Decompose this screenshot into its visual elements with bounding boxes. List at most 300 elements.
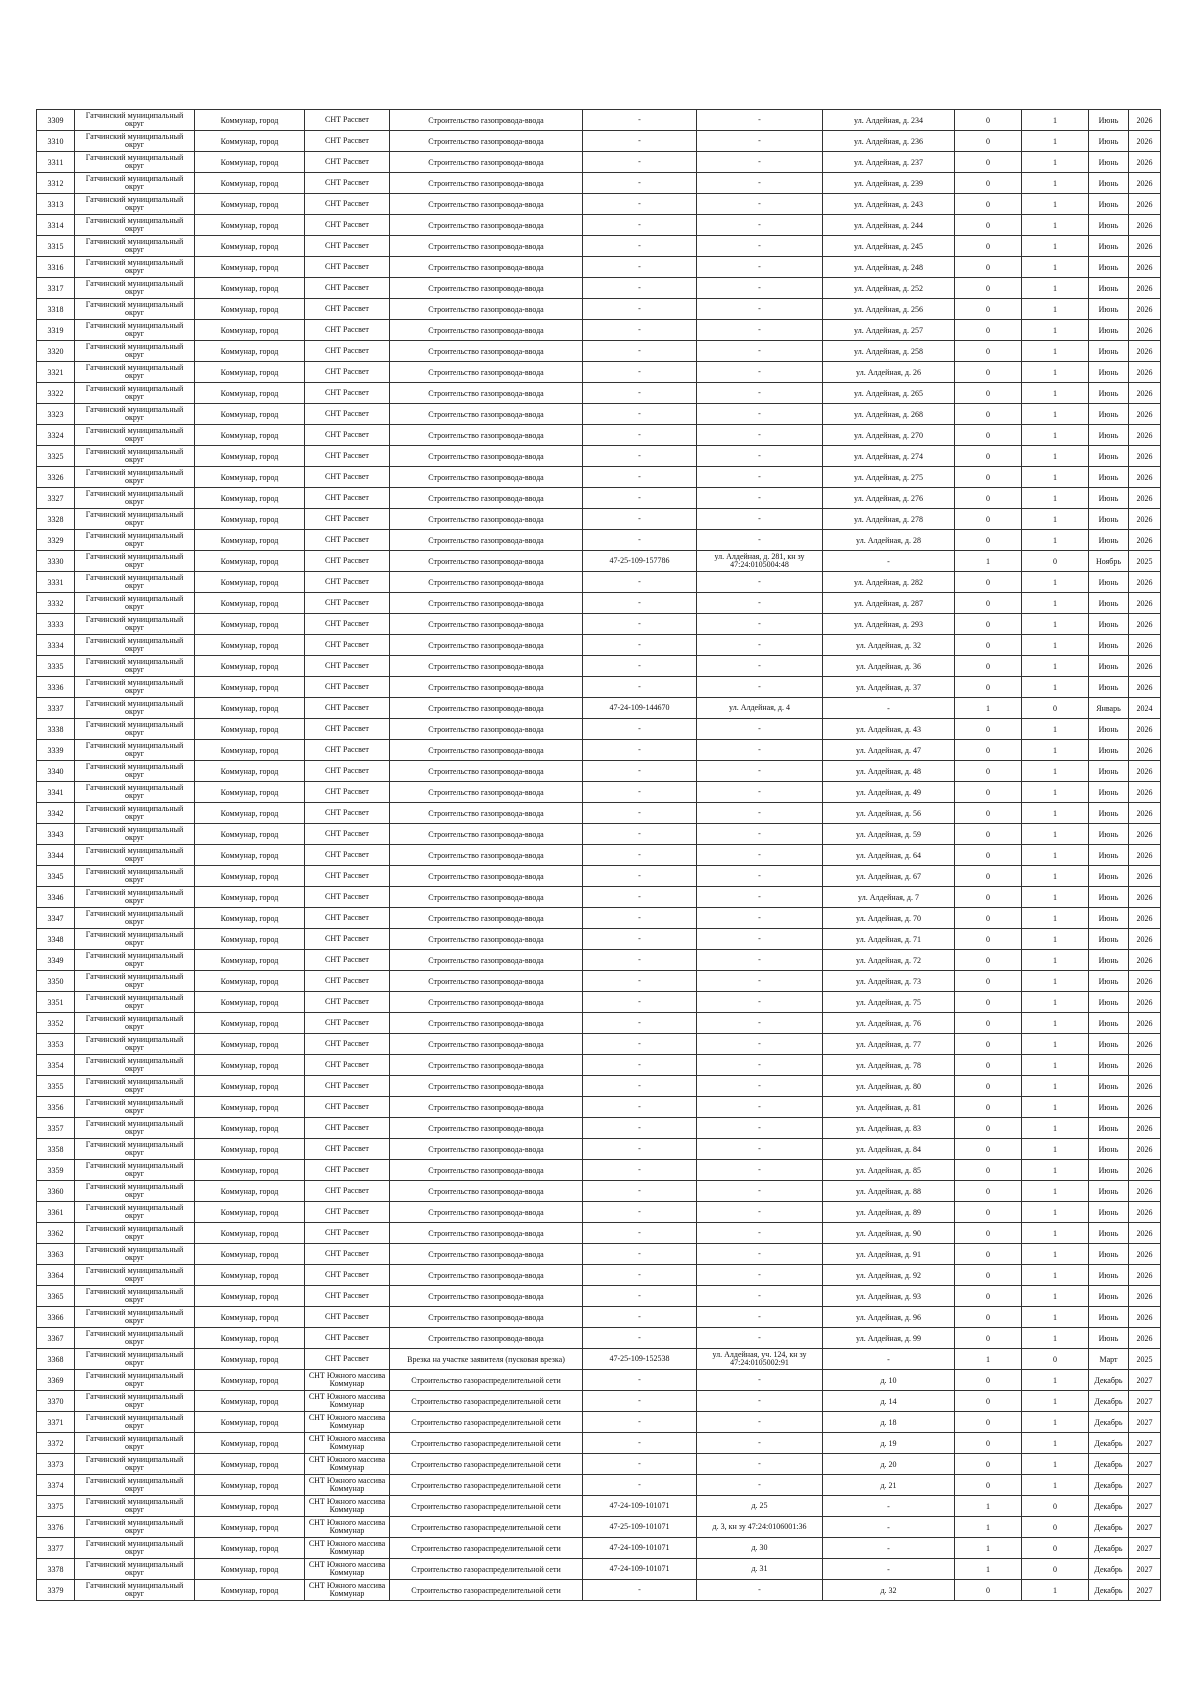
application-number-cell: - <box>583 215 697 236</box>
month-cell: Июнь <box>1089 593 1129 614</box>
settlement-cell: Коммунар, город <box>195 320 305 341</box>
year-cell: 2026 <box>1129 1244 1161 1265</box>
applications-count-cell: 0 <box>955 1013 1022 1034</box>
objects-count-cell: 1 <box>1022 1454 1089 1475</box>
district-cell: Гатчинский муниципальный округ <box>75 950 195 971</box>
table-row <box>37 761 1161 782</box>
row-number-cell: 3311 <box>37 152 75 173</box>
district-cell: Гатчинский муниципальный округ <box>75 1454 195 1475</box>
applicant-address-cell: - <box>697 1454 823 1475</box>
row-number-cell: 3367 <box>37 1328 75 1349</box>
object-address-cell: - <box>823 1559 955 1580</box>
work-type-cell: Строительство газопровода-ввода <box>390 278 583 299</box>
year-cell: 2026 <box>1129 404 1161 425</box>
snt-cell: СНТ Рассвет <box>305 110 390 131</box>
snt-cell: СНТ Рассвет <box>305 404 390 425</box>
year-cell: 2026 <box>1129 824 1161 845</box>
month-cell: Июнь <box>1089 425 1129 446</box>
objects-count-cell: 0 <box>1022 1559 1089 1580</box>
settlement-cell: Коммунар, город <box>195 1118 305 1139</box>
settlement-cell: Коммунар, город <box>195 740 305 761</box>
applications-count-cell: 0 <box>955 1223 1022 1244</box>
objects-count-cell: 1 <box>1022 1160 1089 1181</box>
applicant-address-cell: - <box>697 1433 823 1454</box>
settlement-cell: Коммунар, город <box>195 782 305 803</box>
applicant-address-cell: - <box>697 719 823 740</box>
object-address-cell: ул. Алдейная, д. 80 <box>823 1076 955 1097</box>
settlement-cell: Коммунар, город <box>195 824 305 845</box>
table-row <box>37 404 1161 425</box>
table-row <box>37 152 1161 173</box>
district-cell: Гатчинский муниципальный округ <box>75 887 195 908</box>
work-type-cell: Врезка на участке заявителя (пусковая врезка) <box>390 1349 583 1370</box>
object-address-cell: - <box>823 1496 955 1517</box>
objects-count-cell: 1 <box>1022 1118 1089 1139</box>
row-number-cell: 3369 <box>37 1370 75 1391</box>
month-cell: Июнь <box>1089 341 1129 362</box>
applications-count-cell: 1 <box>955 1517 1022 1538</box>
application-number-cell: - <box>583 782 697 803</box>
work-type-cell: Строительство газопровода-ввода <box>390 257 583 278</box>
objects-count-cell: 1 <box>1022 404 1089 425</box>
year-cell: 2026 <box>1129 950 1161 971</box>
application-number-cell: - <box>583 110 697 131</box>
snt-cell: СНТ Южного массива Коммунар <box>305 1433 390 1454</box>
object-address-cell: д. 18 <box>823 1412 955 1433</box>
row-number-cell: 3332 <box>37 593 75 614</box>
month-cell: Декабрь <box>1089 1475 1129 1496</box>
year-cell: 2026 <box>1129 131 1161 152</box>
year-cell: 2026 <box>1129 383 1161 404</box>
applicant-address-cell: д. 31 <box>697 1559 823 1580</box>
settlement-cell: Коммунар, город <box>195 1160 305 1181</box>
year-cell: 2026 <box>1129 446 1161 467</box>
settlement-cell: Коммунар, город <box>195 152 305 173</box>
month-cell: Июнь <box>1089 257 1129 278</box>
snt-cell: СНТ Рассвет <box>305 761 390 782</box>
month-cell: Июнь <box>1089 1160 1129 1181</box>
district-cell: Гатчинский муниципальный округ <box>75 1034 195 1055</box>
table-row <box>37 803 1161 824</box>
year-cell: 2027 <box>1129 1475 1161 1496</box>
settlement-cell: Коммунар, город <box>195 803 305 824</box>
district-cell: Гатчинский муниципальный округ <box>75 803 195 824</box>
applications-count-cell: 0 <box>955 467 1022 488</box>
objects-count-cell: 0 <box>1022 1496 1089 1517</box>
month-cell: Июнь <box>1089 404 1129 425</box>
district-cell: Гатчинский муниципальный округ <box>75 509 195 530</box>
snt-cell: СНТ Рассвет <box>305 824 390 845</box>
settlement-cell: Коммунар, город <box>195 572 305 593</box>
applicant-address-cell: - <box>697 215 823 236</box>
applicant-address-cell: - <box>697 887 823 908</box>
year-cell: 2026 <box>1129 173 1161 194</box>
year-cell: 2026 <box>1129 320 1161 341</box>
work-type-cell: Строительство газопровода-ввода <box>390 404 583 425</box>
year-cell: 2026 <box>1129 1118 1161 1139</box>
application-number-cell: - <box>583 299 697 320</box>
application-number-cell: - <box>583 887 697 908</box>
snt-cell: СНТ Рассвет <box>305 971 390 992</box>
table-row <box>37 908 1161 929</box>
application-number-cell: 47-24-109-101071 <box>583 1496 697 1517</box>
work-type-cell: Строительство газопровода-ввода <box>390 698 583 719</box>
object-address-cell: ул. Алдейная, д. 265 <box>823 383 955 404</box>
district-cell: Гатчинский муниципальный округ <box>75 236 195 257</box>
work-type-cell: Строительство газораспределительной сети <box>390 1433 583 1454</box>
object-address-cell: ул. Алдейная, д. 88 <box>823 1181 955 1202</box>
object-address-cell: д. 21 <box>823 1475 955 1496</box>
month-cell: Июнь <box>1089 740 1129 761</box>
work-type-cell: Строительство газораспределительной сети <box>390 1517 583 1538</box>
month-cell: Июнь <box>1089 1307 1129 1328</box>
work-type-cell: Строительство газопровода-ввода <box>390 1181 583 1202</box>
table-row <box>37 1412 1161 1433</box>
applicant-address-cell: - <box>697 1580 823 1601</box>
row-number-cell: 3314 <box>37 215 75 236</box>
table-row <box>37 446 1161 467</box>
work-type-cell: Строительство газопровода-ввода <box>390 572 583 593</box>
object-address-cell: ул. Алдейная, д. 268 <box>823 404 955 425</box>
applications-count-cell: 0 <box>955 236 1022 257</box>
object-address-cell: ул. Алдейная, д. 248 <box>823 257 955 278</box>
settlement-cell: Коммунар, город <box>195 761 305 782</box>
work-type-cell: Строительство газопровода-ввода <box>390 1118 583 1139</box>
row-number-cell: 3356 <box>37 1097 75 1118</box>
table-row <box>37 1202 1161 1223</box>
objects-count-cell: 1 <box>1022 320 1089 341</box>
work-type-cell: Строительство газопровода-ввода <box>390 677 583 698</box>
district-cell: Гатчинский муниципальный округ <box>75 1139 195 1160</box>
row-number-cell: 3321 <box>37 362 75 383</box>
applicant-address-cell: - <box>697 530 823 551</box>
object-address-cell: ул. Алдейная, д. 252 <box>823 278 955 299</box>
applications-count-cell: 0 <box>955 1097 1022 1118</box>
row-number-cell: 3316 <box>37 257 75 278</box>
object-address-cell: ул. Алдейная, д. 237 <box>823 152 955 173</box>
snt-cell: СНТ Рассвет <box>305 719 390 740</box>
objects-count-cell: 1 <box>1022 1013 1089 1034</box>
application-number-cell: - <box>583 824 697 845</box>
work-type-cell: Строительство газопровода-ввода <box>390 446 583 467</box>
work-type-cell: Строительство газопровода-ввода <box>390 194 583 215</box>
month-cell: Декабрь <box>1089 1580 1129 1601</box>
district-cell: Гатчинский муниципальный округ <box>75 446 195 467</box>
application-number-cell: - <box>583 1076 697 1097</box>
objects-count-cell: 1 <box>1022 1433 1089 1454</box>
applications-count-cell: 0 <box>955 278 1022 299</box>
applicant-address-cell: - <box>697 467 823 488</box>
application-number-cell: - <box>583 1433 697 1454</box>
district-cell: Гатчинский муниципальный округ <box>75 740 195 761</box>
district-cell: Гатчинский муниципальный округ <box>75 845 195 866</box>
table-row <box>37 572 1161 593</box>
snt-cell: СНТ Рассвет <box>305 530 390 551</box>
table-row <box>37 1370 1161 1391</box>
district-cell: Гатчинский муниципальный округ <box>75 1118 195 1139</box>
month-cell: Июнь <box>1089 131 1129 152</box>
objects-count-cell: 1 <box>1022 1244 1089 1265</box>
applications-count-cell: 0 <box>955 488 1022 509</box>
year-cell: 2026 <box>1129 1076 1161 1097</box>
row-number-cell: 3318 <box>37 299 75 320</box>
applications-count-cell: 0 <box>955 1034 1022 1055</box>
applicant-address-cell: д. 25 <box>697 1496 823 1517</box>
applicant-address-cell: - <box>697 845 823 866</box>
application-number-cell: - <box>583 467 697 488</box>
work-type-cell: Строительство газопровода-ввода <box>390 593 583 614</box>
month-cell: Июнь <box>1089 761 1129 782</box>
applications-count-cell: 0 <box>955 257 1022 278</box>
month-cell: Июнь <box>1089 677 1129 698</box>
applications-count-cell: 0 <box>955 1433 1022 1454</box>
applicant-address-cell: - <box>697 509 823 530</box>
objects-count-cell: 1 <box>1022 845 1089 866</box>
objects-count-cell: 1 <box>1022 1370 1089 1391</box>
applicant-address-cell: - <box>697 362 823 383</box>
month-cell: Июнь <box>1089 1139 1129 1160</box>
object-address-cell: ул. Алдейная, д. 32 <box>823 635 955 656</box>
year-cell: 2025 <box>1129 1349 1161 1370</box>
district-cell: Гатчинский муниципальный округ <box>75 1370 195 1391</box>
settlement-cell: Коммунар, город <box>195 257 305 278</box>
application-number-cell: - <box>583 740 697 761</box>
object-address-cell: ул. Алдейная, д. 239 <box>823 173 955 194</box>
month-cell: Июнь <box>1089 1097 1129 1118</box>
objects-count-cell: 1 <box>1022 635 1089 656</box>
applicant-address-cell: - <box>697 341 823 362</box>
application-number-cell: - <box>583 1328 697 1349</box>
district-cell: Гатчинский муниципальный округ <box>75 1433 195 1454</box>
object-address-cell: ул. Алдейная, д. 256 <box>823 299 955 320</box>
month-cell: Июнь <box>1089 1244 1129 1265</box>
work-type-cell: Строительство газопровода-ввода <box>390 845 583 866</box>
year-cell: 2026 <box>1129 1223 1161 1244</box>
settlement-cell: Коммунар, город <box>195 992 305 1013</box>
snt-cell: СНТ Рассвет <box>305 299 390 320</box>
row-number-cell: 3326 <box>37 467 75 488</box>
work-type-cell: Строительство газопровода-ввода <box>390 1013 583 1034</box>
settlement-cell: Коммунар, город <box>195 1454 305 1475</box>
object-address-cell: ул. Алдейная, д. 36 <box>823 656 955 677</box>
year-cell: 2026 <box>1129 1160 1161 1181</box>
applicant-address-cell: - <box>697 677 823 698</box>
application-number-cell: 47-25-109-157786 <box>583 551 697 572</box>
table-row <box>37 509 1161 530</box>
settlement-cell: Коммунар, город <box>195 194 305 215</box>
object-address-cell: д. 20 <box>823 1454 955 1475</box>
row-number-cell: 3324 <box>37 425 75 446</box>
year-cell: 2026 <box>1129 1034 1161 1055</box>
table-row <box>37 320 1161 341</box>
row-number-cell: 3362 <box>37 1223 75 1244</box>
snt-cell: СНТ Южного массива Коммунар <box>305 1580 390 1601</box>
objects-count-cell: 1 <box>1022 929 1089 950</box>
month-cell: Июнь <box>1089 1223 1129 1244</box>
applicant-address-cell: - <box>697 173 823 194</box>
work-type-cell: Строительство газопровода-ввода <box>390 341 583 362</box>
snt-cell: СНТ Рассвет <box>305 1286 390 1307</box>
month-cell: Январь <box>1089 698 1129 719</box>
district-cell: Гатчинский муниципальный округ <box>75 215 195 236</box>
object-address-cell: ул. Алдейная, д. 287 <box>823 593 955 614</box>
row-number-cell: 3310 <box>37 131 75 152</box>
work-type-cell: Строительство газопровода-ввода <box>390 1202 583 1223</box>
district-cell: Гатчинский муниципальный округ <box>75 1538 195 1559</box>
snt-cell: СНТ Южного массива Коммунар <box>305 1391 390 1412</box>
application-number-cell: - <box>583 635 697 656</box>
applications-count-cell: 0 <box>955 173 1022 194</box>
month-cell: Июнь <box>1089 950 1129 971</box>
applicant-address-cell: - <box>697 383 823 404</box>
year-cell: 2026 <box>1129 1328 1161 1349</box>
applications-count-cell: 0 <box>955 194 1022 215</box>
application-number-cell: - <box>583 572 697 593</box>
table-row <box>37 1307 1161 1328</box>
snt-cell: СНТ Рассвет <box>305 257 390 278</box>
month-cell: Июнь <box>1089 236 1129 257</box>
work-type-cell: Строительство газопровода-ввода <box>390 383 583 404</box>
work-type-cell: Строительство газопровода-ввода <box>390 425 583 446</box>
district-cell: Гатчинский муниципальный округ <box>75 677 195 698</box>
applicant-address-cell: ул. Алдейная, д. 4 <box>697 698 823 719</box>
settlement-cell: Коммунар, город <box>195 1559 305 1580</box>
object-address-cell: д. 10 <box>823 1370 955 1391</box>
row-number-cell: 3323 <box>37 404 75 425</box>
applications-count-cell: 1 <box>955 1496 1022 1517</box>
application-number-cell: - <box>583 908 697 929</box>
applicant-address-cell: - <box>697 1412 823 1433</box>
applicant-address-cell: - <box>697 572 823 593</box>
object-address-cell: д. 19 <box>823 1433 955 1454</box>
district-cell: Гатчинский муниципальный округ <box>75 1013 195 1034</box>
year-cell: 2026 <box>1129 299 1161 320</box>
row-number-cell: 3372 <box>37 1433 75 1454</box>
object-address-cell: ул. Алдейная, д. 92 <box>823 1265 955 1286</box>
applications-count-cell: 0 <box>955 1454 1022 1475</box>
year-cell: 2026 <box>1129 593 1161 614</box>
object-address-cell: ул. Алдейная, д. 257 <box>823 320 955 341</box>
object-address-cell: ул. Алдейная, д. 76 <box>823 1013 955 1034</box>
row-number-cell: 3350 <box>37 971 75 992</box>
object-address-cell: ул. Алдейная, д. 91 <box>823 1244 955 1265</box>
application-number-cell: - <box>583 677 697 698</box>
settlement-cell: Коммунар, город <box>195 278 305 299</box>
object-address-cell: ул. Алдейная, д. 75 <box>823 992 955 1013</box>
snt-cell: СНТ Рассвет <box>305 1181 390 1202</box>
settlement-cell: Коммунар, город <box>195 1370 305 1391</box>
table-row <box>37 1538 1161 1559</box>
applications-count-cell: 0 <box>955 1244 1022 1265</box>
applicant-address-cell: - <box>697 992 823 1013</box>
district-cell: Гатчинский муниципальный округ <box>75 992 195 1013</box>
settlement-cell: Коммунар, город <box>195 1034 305 1055</box>
settlement-cell: Коммунар, город <box>195 1538 305 1559</box>
row-number-cell: 3327 <box>37 488 75 509</box>
settlement-cell: Коммунар, город <box>195 866 305 887</box>
year-cell: 2026 <box>1129 1139 1161 1160</box>
applicant-address-cell: - <box>697 740 823 761</box>
applications-count-cell: 0 <box>955 719 1022 740</box>
applicant-address-cell: - <box>697 1013 823 1034</box>
month-cell: Июнь <box>1089 656 1129 677</box>
application-number-cell: - <box>583 1454 697 1475</box>
snt-cell: СНТ Рассвет <box>305 320 390 341</box>
applicant-address-cell: - <box>697 488 823 509</box>
table-row <box>37 635 1161 656</box>
year-cell: 2026 <box>1129 257 1161 278</box>
applications-count-cell: 0 <box>955 110 1022 131</box>
table-row <box>37 593 1161 614</box>
objects-count-cell: 1 <box>1022 908 1089 929</box>
snt-cell: СНТ Рассвет <box>305 635 390 656</box>
object-address-cell: ул. Алдейная, д. 49 <box>823 782 955 803</box>
work-type-cell: Строительство газопровода-ввода <box>390 152 583 173</box>
applications-count-cell: 1 <box>955 551 1022 572</box>
settlement-cell: Коммунар, город <box>195 1391 305 1412</box>
row-number-cell: 3376 <box>37 1517 75 1538</box>
application-number-cell: - <box>583 1223 697 1244</box>
application-number-cell: - <box>583 1265 697 1286</box>
applications-count-cell: 0 <box>955 404 1022 425</box>
row-number-cell: 3366 <box>37 1307 75 1328</box>
work-type-cell: Строительство газопровода-ввода <box>390 1076 583 1097</box>
row-number-cell: 3353 <box>37 1034 75 1055</box>
district-cell: Гатчинский муниципальный округ <box>75 698 195 719</box>
objects-count-cell: 1 <box>1022 572 1089 593</box>
object-address-cell: ул. Алдейная, д. 89 <box>823 1202 955 1223</box>
district-cell: Гатчинский муниципальный округ <box>75 656 195 677</box>
objects-count-cell: 1 <box>1022 1055 1089 1076</box>
row-number-cell: 3334 <box>37 635 75 656</box>
application-number-cell: - <box>583 719 697 740</box>
settlement-cell: Коммунар, город <box>195 530 305 551</box>
month-cell: Июнь <box>1089 509 1129 530</box>
application-number-cell: - <box>583 152 697 173</box>
application-number-cell: - <box>583 236 697 257</box>
year-cell: 2026 <box>1129 1265 1161 1286</box>
application-number-cell: - <box>583 971 697 992</box>
application-number-cell: - <box>583 1370 697 1391</box>
snt-cell: СНТ Рассвет <box>305 656 390 677</box>
application-number-cell: - <box>583 1286 697 1307</box>
table-row <box>37 1433 1161 1454</box>
objects-count-cell: 1 <box>1022 530 1089 551</box>
objects-count-cell: 1 <box>1022 257 1089 278</box>
month-cell: Июнь <box>1089 1328 1129 1349</box>
month-cell: Июнь <box>1089 1034 1129 1055</box>
settlement-cell: Коммунар, город <box>195 1286 305 1307</box>
row-number-cell: 3320 <box>37 341 75 362</box>
object-address-cell: ул. Алдейная, д. 72 <box>823 950 955 971</box>
settlement-cell: Коммунар, город <box>195 1202 305 1223</box>
applications-count-cell: 0 <box>955 677 1022 698</box>
row-number-cell: 3364 <box>37 1265 75 1286</box>
settlement-cell: Коммунар, город <box>195 488 305 509</box>
work-type-cell: Строительство газопровода-ввода <box>390 908 583 929</box>
row-number-cell: 3374 <box>37 1475 75 1496</box>
work-type-cell: Строительство газопровода-ввода <box>390 971 583 992</box>
work-type-cell: Строительство газопровода-ввода <box>390 1034 583 1055</box>
work-type-cell: Строительство газораспределительной сети <box>390 1559 583 1580</box>
settlement-cell: Коммунар, город <box>195 1580 305 1601</box>
application-number-cell: - <box>583 1244 697 1265</box>
settlement-cell: Коммунар, город <box>195 887 305 908</box>
application-number-cell: - <box>583 341 697 362</box>
settlement-cell: Коммунар, город <box>195 1139 305 1160</box>
applicant-address-cell: - <box>697 425 823 446</box>
snt-cell: СНТ Рассвет <box>305 215 390 236</box>
